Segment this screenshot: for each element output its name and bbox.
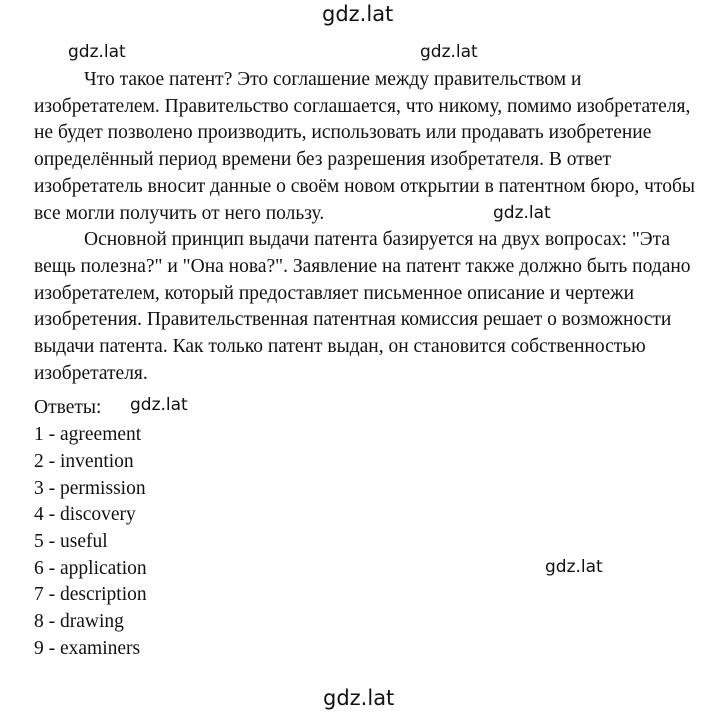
watermark-center: gdz.lat: [420, 42, 478, 62]
answer-item: 3 - permission: [34, 477, 146, 499]
answer-item: 6 - application: [34, 557, 147, 579]
answer-item: 4 - discovery: [34, 504, 136, 526]
watermark-answers: gdz.lat: [130, 395, 188, 415]
paragraph-patent-definition: Что такое патент? Это соглашение между правительством и изобретателем. Правительство соглашается, что никому, помимо изобретателя, не будет позволено производить, использовать или продавать изобретение определённый период времени без разрешения изобретателя. В ответ изобретатель вносит данные о своём новом открытии в патентном бюро, чтобы все могли получить от него пользу.: [34, 69, 695, 224]
answer-item: 7 - description: [34, 584, 147, 606]
paragraph-patent-principle: Основной принцип выдачи патента базируется на двух вопросах: "Эта вещь полезна?" и "Она нова?". Заявление на патент также должно быть подано изобретателем, который предоставляет письменное описание и чертежи изобретения. Правительственная патентная комиссия решает о возможности выдачи патента. Как только патент выдан, он становится собственностью изобретателя.: [34, 229, 691, 384]
answer-item: 8 - drawing: [34, 611, 124, 633]
answers-list: [34, 422, 699, 662]
watermark-right: gdz.lat: [545, 557, 603, 577]
watermark-top: gdz.lat: [322, 2, 394, 26]
document-body: [34, 67, 699, 662]
watermark-left: gdz.lat: [68, 42, 126, 62]
watermark-mid: gdz.lat: [493, 203, 551, 223]
answer-item: 9 - examiners: [34, 637, 141, 659]
answer-item: 1 - agreement: [34, 424, 142, 446]
answers-title: Ответы:: [34, 397, 102, 419]
watermark-bottom: gdz.lat: [323, 686, 395, 710]
answer-item: 2 - invention: [34, 450, 134, 472]
answer-item: 5 - useful: [34, 530, 108, 552]
